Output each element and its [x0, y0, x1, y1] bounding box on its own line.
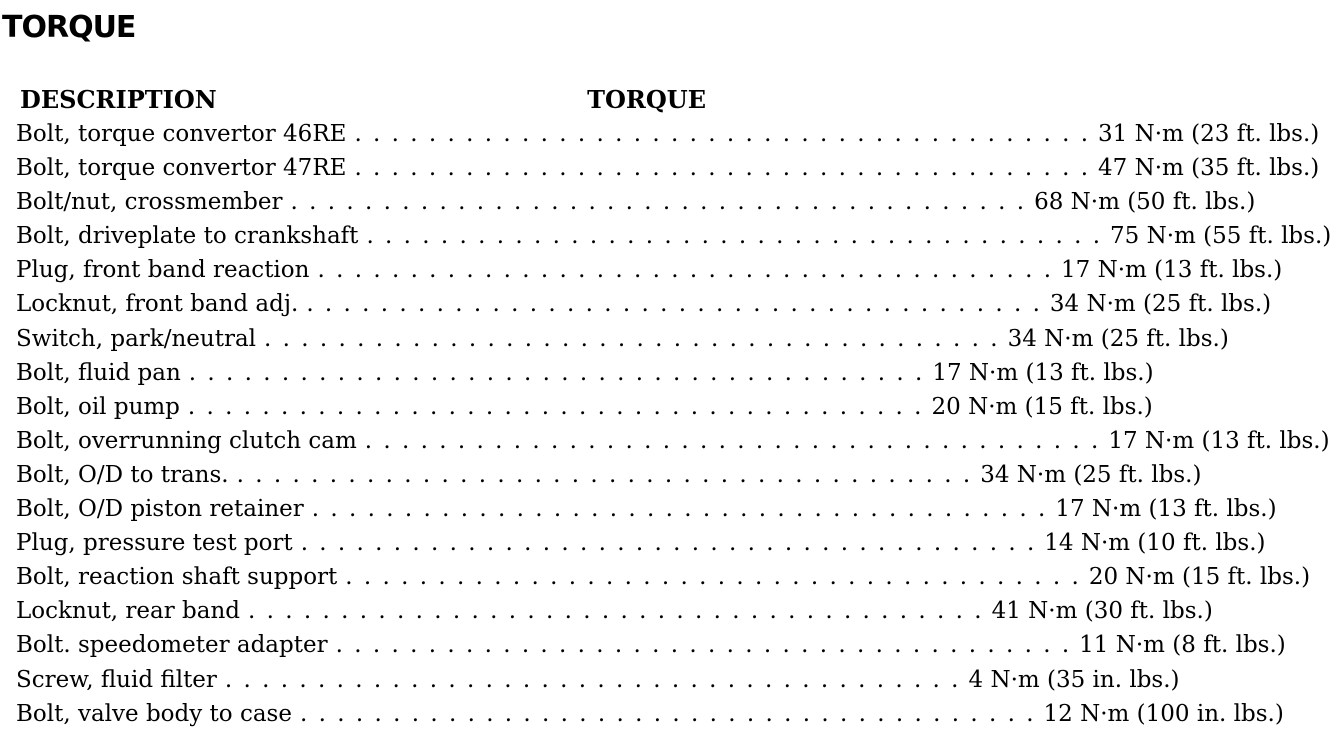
dot-leader: . . . . . . . . . . . . . . . . . . . . . . . . . . . . . . . . . . . . . . . . [290, 189, 1027, 216]
table-row [16, 697, 1284, 731]
dot-leader: . . . . . . . . . . . . . . . . . . . . . . . . . . . . . . . . . . . . . . . . [236, 461, 973, 488]
row-torque-value: 75 N·m (55 ft. lbs.) [1110, 223, 1331, 250]
torque-spec-list [16, 117, 1331, 731]
row-description: Bolt, reaction shaft support [16, 564, 338, 591]
dot-leader: . . . . . . . . . . . . . . . . . . . . . . . . . . . . . . . . . . . . . . . . [317, 257, 1054, 284]
dot-leader: . . . . . . . . . . . . . . . . . . . . . . . . . . . . . . . . . . . . . . . . [248, 598, 984, 625]
table-row [16, 560, 1311, 594]
table-header [20, 84, 706, 116]
row-torque-value: 14 N·m (10 ft. lbs.) [1044, 530, 1266, 557]
row-torque-value: 4 N·m (35 in. lbs.) [968, 666, 1180, 693]
row-torque-value: 47 N·m (35 ft. lbs.) [1098, 155, 1320, 182]
row-torque-value: 17 N·m (13 ft. lbs.) [932, 359, 1154, 386]
row-description: Bolt/nut, crossmember [16, 189, 283, 216]
row-torque-value: 34 N·m (25 ft. lbs.) [980, 461, 1202, 488]
dot-leader: . . . . . . . . . . . . . . . . . . . . . . . . . . . . . . . . . . . . . . . . [187, 393, 924, 420]
row-torque-value: 41 N·m (30 ft. lbs.) [991, 598, 1213, 625]
row-torque-value: 17 N·m (13 ft. lbs.) [1108, 427, 1330, 454]
dot-leader: . . . . . . . . . . . . . . . . . . . . . . . . . . . . . . . . . . . . . . . . [354, 121, 1091, 147]
table-row [16, 424, 1330, 458]
row-description: Plug, pressure test port [16, 530, 293, 557]
section-title: TORQUE [2, 10, 136, 45]
row-torque-value: 34 N·m (25 ft. lbs.) [1007, 325, 1229, 352]
dot-leader: . . . . . . . . . . . . . . . . . . . . . . . . . . . . . . . . . . . . . . . . [224, 666, 961, 693]
row-description: Bolt. speedometer adapter [16, 632, 328, 659]
table-row [16, 151, 1320, 185]
row-description: Screw, fluid filter [16, 666, 217, 693]
table-row [16, 492, 1277, 526]
row-description: Bolt, O/D to trans. [16, 461, 229, 488]
row-torque-value: 17 N·m (13 ft. lbs.) [1061, 257, 1283, 284]
row-torque-value: 12 N·m (100 in. lbs.) [1043, 700, 1284, 727]
dot-leader: . . . . . . . . . . . . . . . . . . . . . . . . . . . . . . . . . . . . . . . . [264, 325, 1000, 352]
row-torque-value: 17 N·m (13 ft. lbs.) [1055, 496, 1277, 523]
dot-leader: . . . . . . . . . . . . . . . . . . . . . . . . . . . . . . . . . . . . . . . . [335, 632, 1072, 659]
dot-leader: . . . . . . . . . . . . . . . . . . . . . . . . . . . . . . . . . . . . . . . . [299, 700, 1036, 727]
table-row [16, 117, 1320, 151]
table-row [16, 322, 1229, 356]
table-row [16, 628, 1286, 662]
row-description: Bolt, torque convertor 46RE [16, 121, 347, 147]
table-row [16, 219, 1331, 253]
table-row [16, 663, 1180, 697]
row-torque-value: 31 N·m (23 ft. lbs.) [1098, 121, 1320, 147]
row-description: Bolt, driveplate to crankshaft [16, 223, 359, 250]
dot-leader: . . . . . . . . . . . . . . . . . . . . . . . . . . . . . . . . . . . . . . . . [311, 496, 1048, 523]
row-description: Switch, park/neutral [16, 325, 257, 352]
table-row [16, 185, 1256, 219]
dot-leader: . . . . . . . . . . . . . . . . . . . . . . . . . . . . . . . . . . . . . . . . [345, 564, 1081, 591]
row-torque-value: 11 N·m (8 ft. lbs.) [1079, 632, 1286, 659]
row-description: Locknut, front band adj. [16, 291, 299, 318]
row-torque-value: 20 N·m (15 ft. lbs.) [931, 393, 1153, 420]
row-description: Bolt, torque convertor 47RE [16, 155, 347, 182]
table-row [16, 594, 1213, 628]
row-description: Bolt, overrunning clutch cam [16, 427, 357, 454]
row-description: Locknut, rear band [16, 598, 241, 625]
table-row [16, 526, 1266, 560]
table-row [16, 356, 1154, 390]
row-description: Plug, front band reaction [16, 257, 310, 284]
dot-leader: . . . . . . . . . . . . . . . . . . . . . . . . . . . . . . . . . . . . . . . . [354, 155, 1091, 182]
table-row [16, 390, 1153, 424]
row-torque-value: 20 N·m (15 ft. lbs.) [1088, 564, 1311, 591]
dot-leader: . . . . . . . . . . . . . . . . . . . . . . . . . . . . . . . . . . . . . . . . [188, 359, 925, 386]
dot-leader: . . . . . . . . . . . . . . . . . . . . . . . . . . . . . . . . . . . . . . . . [300, 530, 1037, 557]
torque-column-header: TORQUE [587, 85, 706, 114]
dot-leader: . . . . . . . . . . . . . . . . . . . . . . . . . . . . . . . . . . . . . . . . [306, 291, 1042, 318]
dot-leader: . . . . . . . . . . . . . . . . . . . . . . . . . . . . . . . . . . . . . . . . [364, 427, 1101, 454]
row-torque-value: 34 N·m (25 ft. lbs.) [1049, 291, 1272, 318]
row-torque-value: 68 N·m (50 ft. lbs.) [1034, 189, 1256, 216]
row-description: Bolt, valve body to case [16, 700, 292, 727]
row-description: Bolt, fluid pan [16, 359, 181, 386]
dot-leader: . . . . . . . . . . . . . . . . . . . . . . . . . . . . . . . . . . . . . . . . [366, 223, 1103, 250]
table-row [16, 287, 1272, 321]
table-row [16, 253, 1283, 287]
row-description: Bolt, oil pump [16, 393, 180, 420]
row-description: Bolt, O/D piston retainer [16, 496, 304, 523]
table-row [16, 458, 1202, 492]
description-column-header: DESCRIPTION [20, 85, 217, 114]
